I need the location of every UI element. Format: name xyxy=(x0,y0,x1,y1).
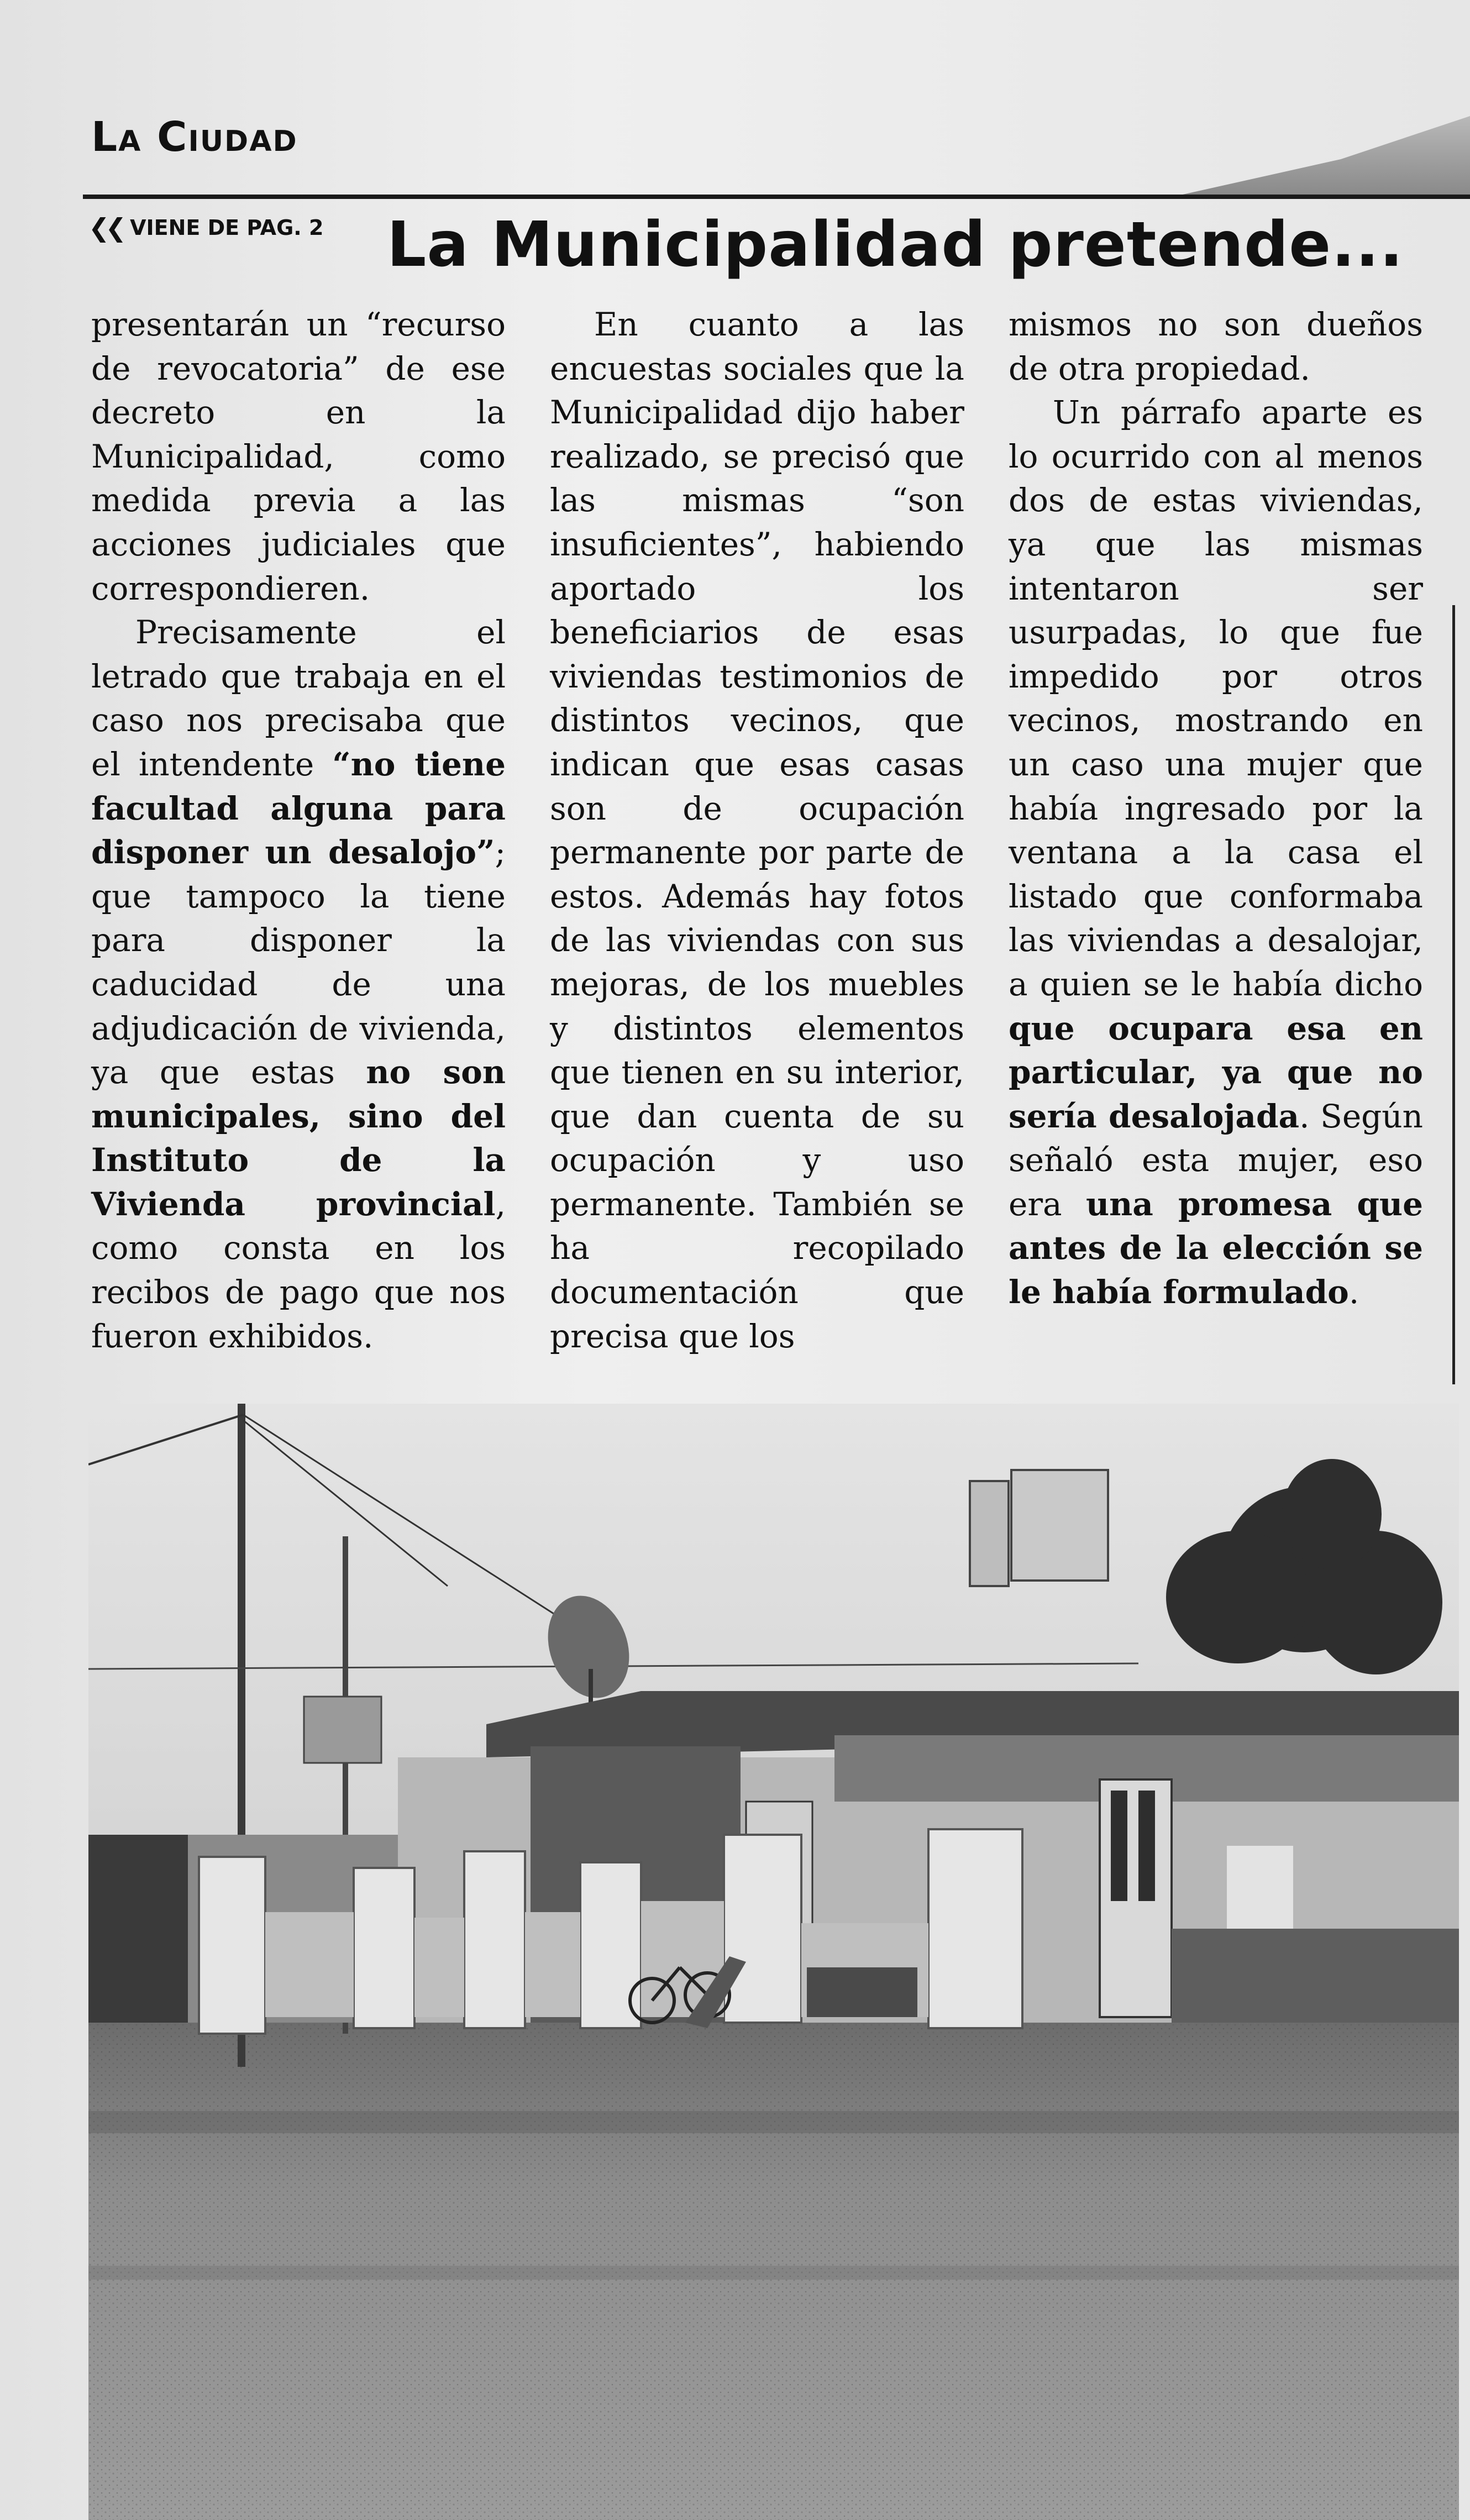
article-column-2 xyxy=(550,303,964,1358)
text-run: Un párrafo aparte es lo ocurrido con al menos dos de estas viviendas, ya que las mismas intentaron ser usurpadas, lo que fue impedido por otros vecinos, mostrando en un caso una mujer que había ingresado por la ventana a la casa el listado que conformaba las viviendas a desalojar, a quien se le había dicho xyxy=(1009,393,1423,1003)
article-column-3 xyxy=(1009,303,1423,1315)
paragraph: En cuanto a las encuestas sociales que la Municipalidad dijo haber realizado, se precisó que las mismas “son insuficientes”, habiendo aportado los beneficiarios de esas viviendas testimonios de distintos vecinos, que indican que esas casas son de ocupación permanente por parte de estos. Además hay fotos de las viviendas con sus mejoras, de los muebles y distintos elementos que tienen en su interior, que dan cuenta de su ocupación y uso permanente. También se ha recopilado documentación que precisa que los xyxy=(550,306,964,1355)
continued-from-text: VIENE DE PAG. 2 xyxy=(130,216,324,240)
houses-photo xyxy=(88,1404,1459,2520)
continued-from-label xyxy=(88,213,323,243)
bold-text-run: “no tiene facultad alguna para disponer un desalojo” xyxy=(91,745,506,872)
bold-text-run: una promesa que antes de la elección se le había formulado xyxy=(1009,1185,1423,1311)
section-title: La Ciudad xyxy=(91,113,298,161)
text-run: Precisamente el letrado que trabaja en el caso nos precisaba que el intendente xyxy=(91,613,506,783)
headline: La Municipalidad pretende... xyxy=(387,209,1404,281)
paragraph: presentarán un “recurso de revocatoria” de ese decreto en la Municipalidad, como medida previa a las acciones judiciales que correspondieren. xyxy=(91,306,506,607)
double-chevron-left-icon: ❮❮ xyxy=(88,213,123,243)
bold-text-run: que ocupara esa en particular, ya que no sería desalojada xyxy=(1009,1009,1423,1135)
text-run: . Según señaló esta mujer, eso era xyxy=(1009,1097,1423,1223)
bold-text-run: no son municipales, sino del Instituto de la Vivienda provincial xyxy=(91,1053,506,1223)
text-run: . xyxy=(1348,1273,1359,1311)
text-run: ; que tampoco la tiene para disponer la caducidad de una adjudicación de vivienda, ya que estas xyxy=(91,833,506,1091)
header-rule xyxy=(83,195,1470,199)
header-swoosh-decoration xyxy=(1183,116,1470,195)
text-run: , como consta en los recibos de pago que nos fueron exhibidos. xyxy=(91,1185,506,1355)
paragraph xyxy=(91,611,506,1358)
column-edge-rule xyxy=(1452,605,1455,1384)
paragraph xyxy=(1009,391,1423,1314)
paragraph: mismos no son dueños de otra propiedad. xyxy=(1009,306,1423,387)
article-column-1 xyxy=(91,303,506,1358)
